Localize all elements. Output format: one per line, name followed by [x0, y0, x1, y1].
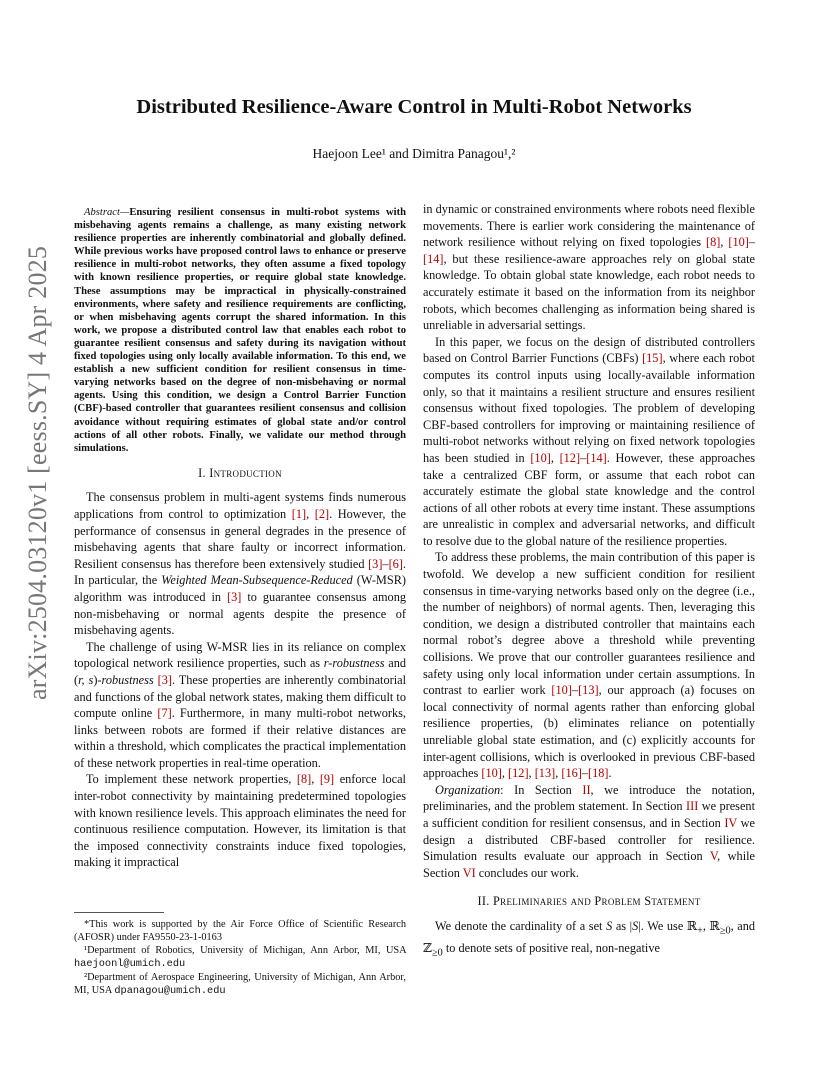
footnote-affiliation-2: ²Department of Aerospace Engineering, University of Michigan, Ann Arbor, MI, USA dpanagou@umich.edu — [74, 972, 406, 997]
abstract — [74, 206, 406, 455]
arxiv-identifier — [18, 245, 58, 701]
paper-title: Distributed Resilience-Aware Control in Multi-Robot Networks — [136, 96, 692, 118]
paragraph: The consensus problem in multi-agent systems finds numerous applications from control to optimization [1], [2]. However, the performance of consensus in general degrades in the presence of misbehaving agents that share faulty or incorrect information. Resilient consensus has therefore been extensively studied [3]–[6]. In particular, the Weighted Mean-Subsequence-Reduced (W-MSR) algorithm was introduced in [3] to guarantee consensus among non-misbehaving or normal agents despite the presence of misbehaving agents. — [74, 490, 406, 638]
paper-authors: Haejoon Lee¹ and Dimitra Panagou¹,² — [312, 146, 516, 161]
section-heading-preliminaries: II. Preliminaries and Problem Statement — [477, 894, 701, 909]
abstract-label: Abstract— — [84, 207, 130, 218]
paragraph: To address these problems, the main contribution of this paper is twofold. We develop a new sufficient condition for resilient consensus in time-varying networks based only on the degree (i.e., the number of neighbors) of normal agents. Then, leveraging this condition, we design a distributed controller that maintains each normal robot’s degree above a threshold while preventing collisions. We prove that our controller guarantees resilience and safety using only local information under certain assumptions. In contrast to earlier work [10]–[13], our approach (a) focuses on local connectivity of normal agents rather than enforcing global resilience properties, (b) eliminates reliance on potentially unreliable global state estimation, and (c) explicitly accounts for inter-agent collisions, which is overlooked in previous CBF-based approaches [10], [12], [13], [16]–[18]. — [423, 550, 755, 781]
paragraph: in dynamic or constrained environments where robots need flexible movements. There is earlier work considering the maintenance of network resilience without relying on fixed topologies [8], [10]–[14], but these resilience-aware approaches rely on global state knowledge. To obtain global state knowledge, each robot needs to accurately estimate it based on the information from its neighbor robots, which becomes challenging as information being shared is unreliable in adversarial settings. — [423, 202, 755, 333]
paragraph: In this paper, we focus on the design of distributed controllers based on Control Barrier Functions (CBFs) [15], where each robot computes its control inputs using locally-available information only, so that it maintains a resilient structure and ensures resilient consensus without fixed topologies. The problem of developing CBF-based controllers for improving or maintaining resilience of multi-robot networks without relying on fixed network topologies has been studied in [10], [12]–[14]. However, these approaches take a centralized CBF form, or assume that each robot can accurately estimate the global state knowledge and the control actions of all other robots at every time instant. These assumptions are unrealistic in complex and adversarial networks, and difficult to resolve due to the global nature of the resilience properties. — [423, 334, 755, 548]
footnote-rule — [74, 912, 164, 913]
section-heading-introduction: I. Introduction — [198, 465, 282, 480]
footnotes — [74, 918, 406, 998]
footnote-affiliation-1: ¹Department of Robotics, University of Michigan, Ann Arbor, MI, USA haejoonl@umich.edu — [74, 945, 406, 970]
paragraph: Organization: In Section II, we introduce the notation, preliminaries, and the problem statement. In Section III we present a sufficient condition for resilient consensus, and in Section IV we design a distributed CBF-based controller for resilience. Simulation results evaluate our approach in Section V, while Section VI concludes our work. — [423, 782, 755, 880]
left-column — [74, 206, 406, 871]
abstract-text: Ensuring resilient consensus in multi-robot systems with misbehaving agents remains a challenge, as many existing network resilience properties are inherently combinatorial and globally defined. While previous works have proposed control laws to enhance or preserve resilience in multi-robot networks, they often assume a fixed topology with known resilience properties, or require global state knowledge. These assumptions may be impractical in physically-constrained environments, where safety and resilience requirements are conflicting, or when misbehaving agents corrupt the shared information. In this work, we propose a distributed control law that enables each robot to guarantee resilient consensus and safety during its navigation without fixed topologies using only locally available information. To this end, we establish a new sufficient condition for resilient consensus in time-varying networks based on the degree of non-misbehaving or normal agents. Using this condition, we design a Control Barrier Function (CBF)-based controller that guarantees resilient consensus and collision avoidance without requiring estimates of global state and/or control actions of all other robots. Finally, we validate our method through simulations. — [74, 207, 406, 454]
paragraph: We denote the cardinality of a set S as |S|. We use ℝ$_+$, ℝ$_{\ge 0}$, and ℤ$_{\ge 0}$ to denote sets of positive real, non-negative — [423, 918, 756, 959]
email-link[interactable]: dpanagou@umich.edu — [114, 985, 226, 997]
email-link[interactable]: haejoonl@umich.edu — [74, 958, 186, 970]
right-column — [423, 201, 755, 962]
arxiv-label: arXiv:2504.03120v1 [eess.SY] 4 Apr 2025 — [23, 245, 52, 701]
footnote-support: *This work is supported by the Air Force Office of Scientific Research (AFOSR) under FA9550-23-1-0163 — [74, 919, 406, 943]
paragraph: To implement these network properties, [8], [9] enforce local inter-robot connectivity by maintaining predetermined topologies with known resilience levels. This approach eliminates the need for continuous resilience computation. However, its limitation is that the imposed connectivity constraints induce fixed topologies, making it impractical — [74, 772, 406, 870]
paragraph: The challenge of using W-MSR lies in its reliance on complex topological network resilience properties, such as r-robustness and (r, s)-robustness [3]. These properties are inherently combinatorial and functions of the global network states, making them difficult to compute online [7]. Furthermore, in many multi-robot networks, links between robots are formed if their relative distances are within a threshold, which complicates the practical implementation of these network properties in real-time operation. — [74, 639, 407, 770]
